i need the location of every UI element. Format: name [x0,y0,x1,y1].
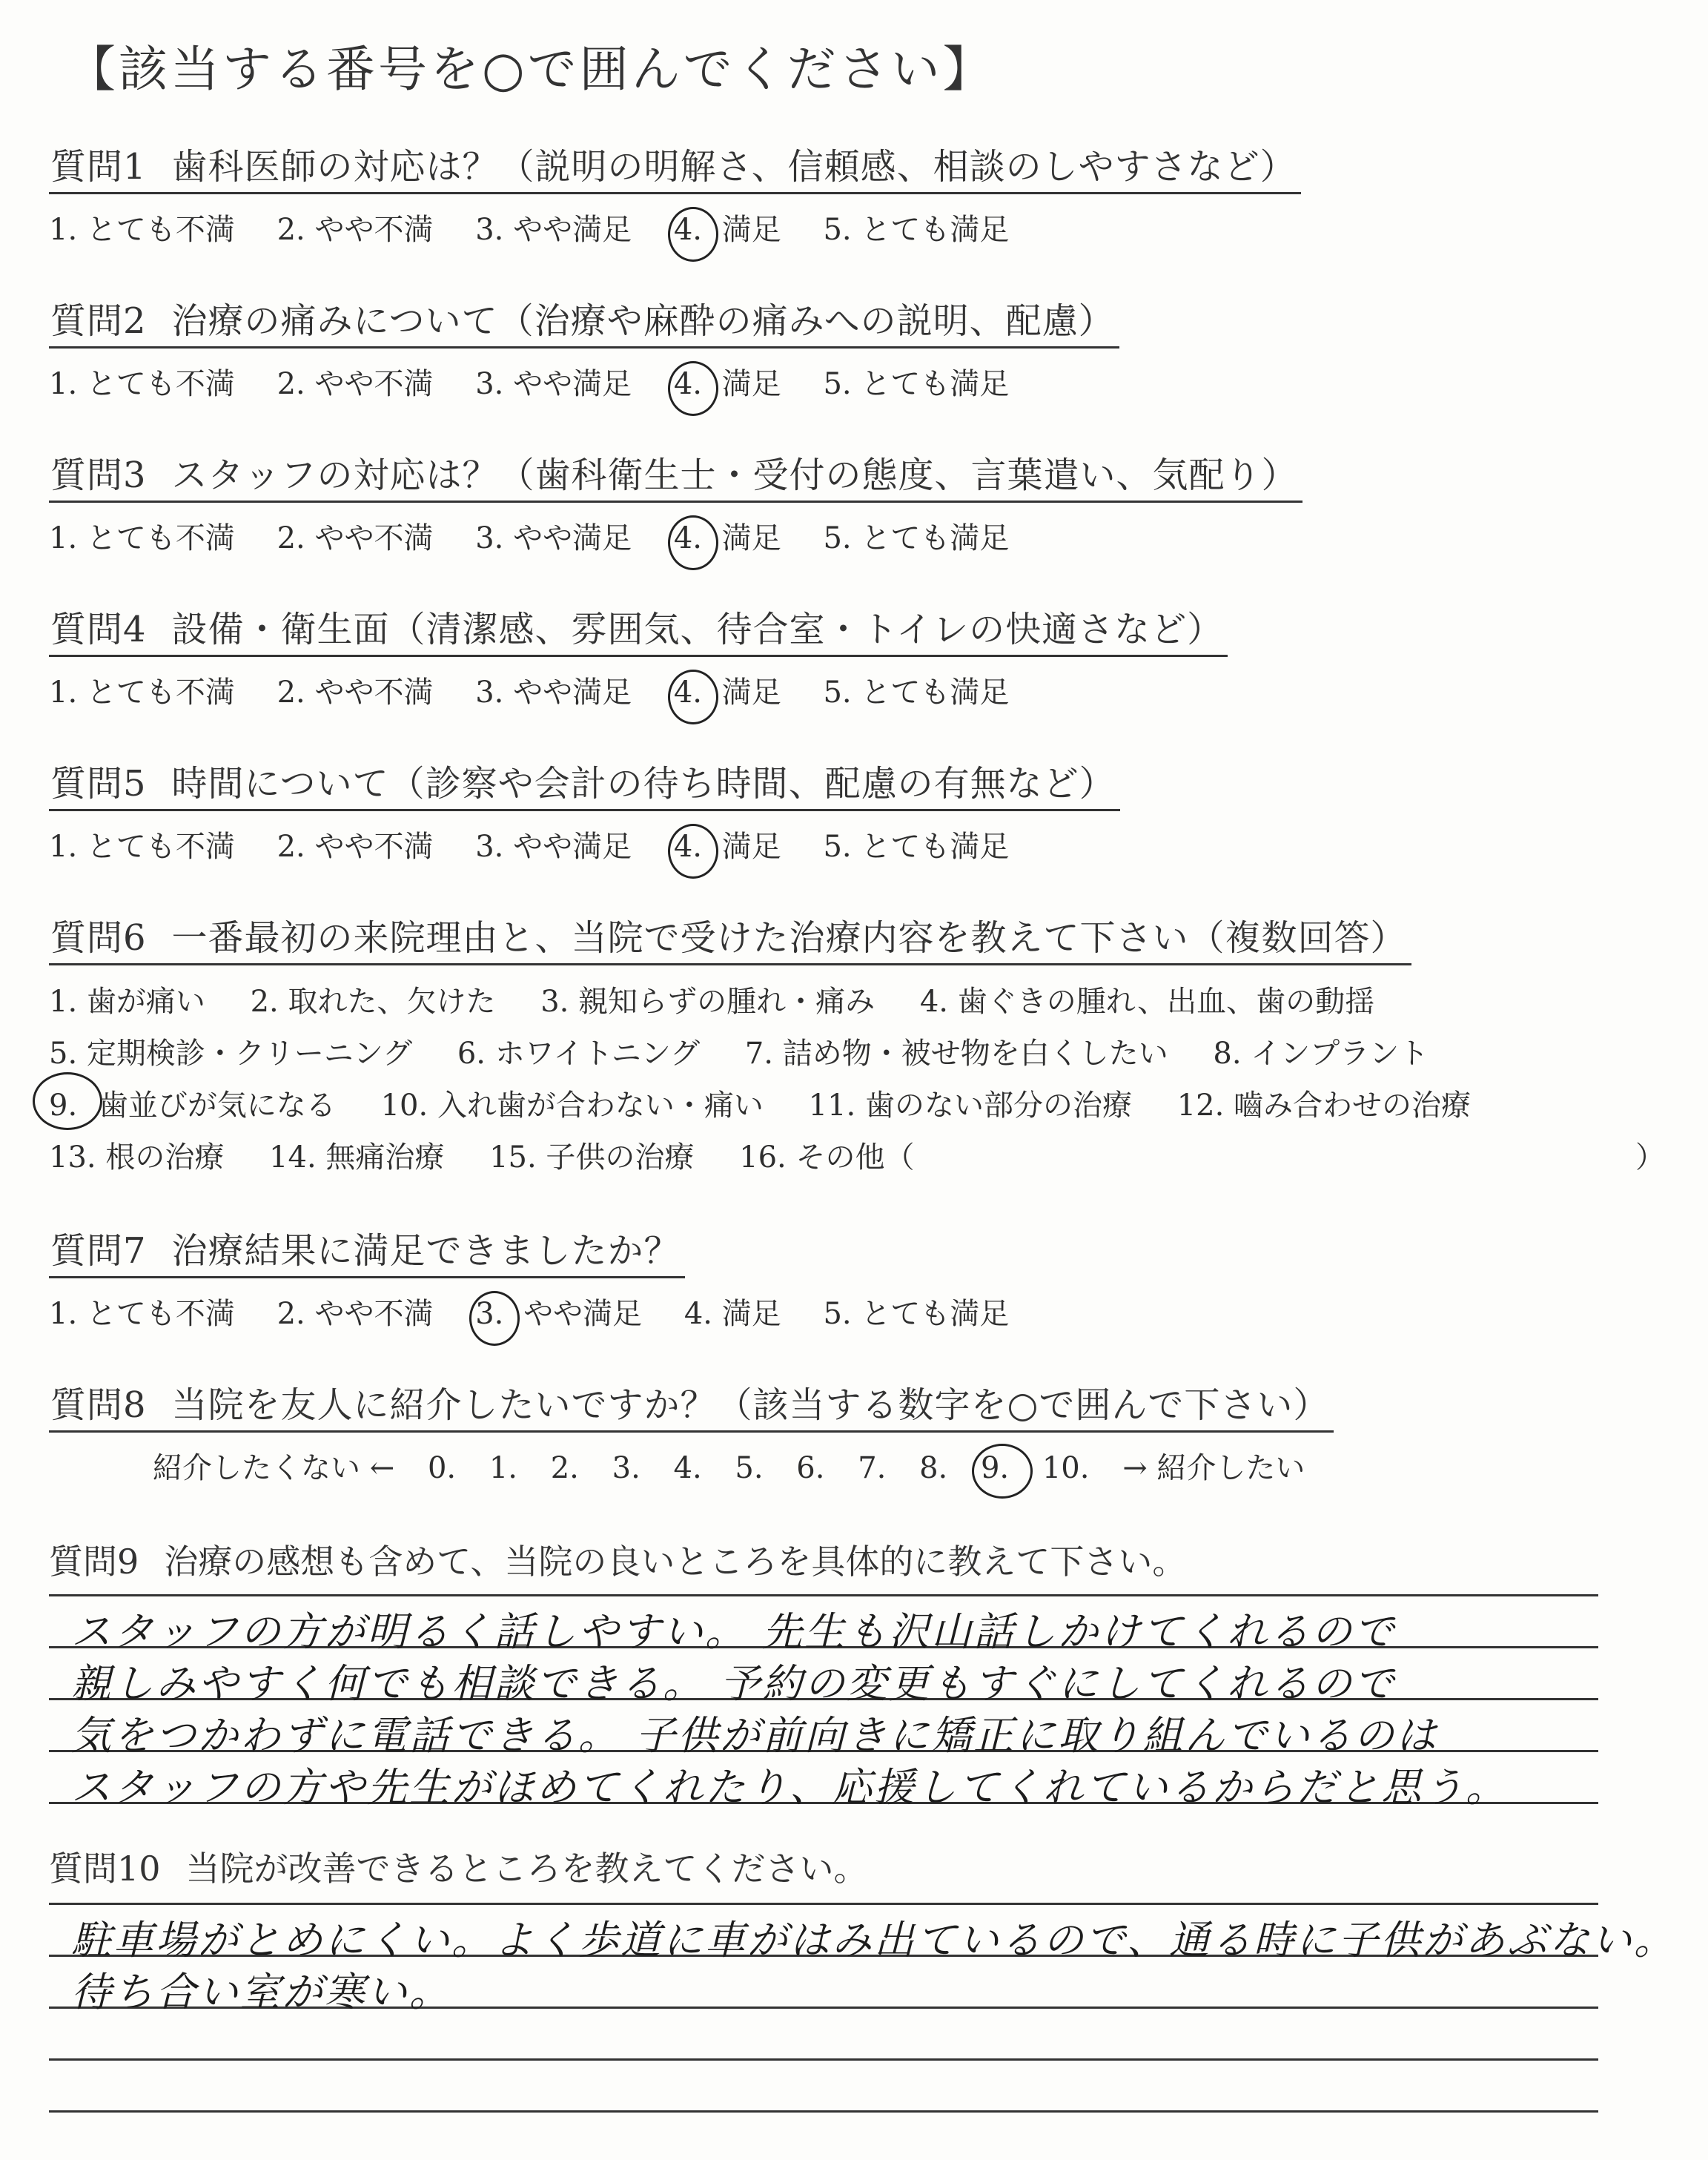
question-6-options [49,976,1665,1183]
scale-option[interactable]: 10. [1042,1451,1090,1485]
question-4-heading [49,601,1228,657]
option-label: 満足 [721,830,781,864]
option[interactable]: 3. やや満足 [475,830,632,864]
question-3 [49,446,1302,557]
option[interactable]: 13. 根の治療 [49,1140,225,1175]
question-2 [49,292,1119,403]
option[interactable]: 2. やや不満 [277,367,434,401]
option[interactable]: 5. とても満足 [823,521,1010,555]
options-row [49,1132,1665,1183]
option[interactable]: 7. 詰め物・被せ物を白くしたい [744,1037,1168,1071]
option[interactable]: 2. やや不満 [277,830,434,864]
scale-option[interactable]: 2. [550,1451,579,1485]
scale-option[interactable]: 1. [489,1451,518,1485]
question-9-heading [49,1535,1186,1584]
question-text: 一番最初の来院理由と、当院で受けた治療内容を教えて下さい（複数回答） [171,917,1407,959]
question-text: スタッフの対応は？（歯科衛生士・受付の態度、言葉遣い、気配り） [171,455,1298,496]
option[interactable]: 3. 親知らずの腫れ・痛み [540,985,875,1019]
option[interactable]: 2. 取れた、欠けた [250,985,496,1019]
option[interactable]: 2. やや不満 [277,521,434,555]
answer-line [49,1903,1598,1905]
question-text: 当院を友人に紹介したいですか？（該当する数字を○で囲んで下さい） [171,1384,1330,1426]
question-5 [49,755,1120,865]
option[interactable]: 10. 入れ歯が合わない・痛い [380,1089,764,1123]
option[interactable]: 1. とても不満 [49,213,235,247]
option[interactable]: 8. インプラント [1213,1037,1429,1071]
option-label: 満足 [721,367,781,401]
option[interactable]: 5. とても満足 [823,676,1010,710]
question-number: 質問9 [49,1542,139,1582]
option[interactable]: 6. ホワイトニング [457,1037,701,1071]
option[interactable]: 2. やや不満 [277,213,434,247]
option[interactable]: 5. とても満足 [823,367,1010,401]
question-8-heading [49,1376,1334,1433]
question-number: 質問8 [50,1384,147,1426]
question-number: 質問6 [50,917,147,959]
answer-line [49,2058,1598,2061]
question-number: 質問3 [50,455,147,496]
question-text: 治療結果に満足できましたか？ [171,1230,681,1272]
handwritten-answer-line: 駐車場がとめにくい。よく歩道に車がはみ出ているので、通る時に子供があぶない。 [71,1917,1676,1964]
question-10-heading [49,1842,868,1891]
question-text: 設備・衛生面（清潔感、雰囲気、待合室・トイレの快適さなど） [171,609,1224,650]
scale-option[interactable]: 0. [427,1451,457,1485]
option-selected[interactable]: 4. [673,521,702,555]
question-8 [49,1376,1334,1487]
question-6-heading [49,909,1411,965]
option[interactable]: 4. 歯ぐきの腫れ、出血、歯の動揺 [919,985,1375,1019]
option[interactable]: 3. やや満足 [475,521,632,555]
option[interactable]: 2. やや不満 [277,1297,434,1331]
option[interactable]: 1. とても不満 [49,367,235,401]
question-1 [49,138,1301,248]
option-selected[interactable]: 4. [673,367,702,401]
option[interactable]: 4. 満足 [683,1297,781,1331]
scale-option[interactable]: 3. [612,1451,640,1485]
option[interactable]: 3. やや満足 [475,676,632,710]
question-text: 歯科医師の対応は？（説明の明解さ、信頼感、相談のしやすさなど） [171,146,1297,188]
option[interactable]: 3. やや満足 [475,213,632,247]
option-selected[interactable]: 3. [475,1297,504,1331]
scale-option[interactable]: 5. [735,1451,764,1485]
question-6 [49,909,1665,1183]
option-label: 満足 [721,676,781,710]
option[interactable]: 15. 子供の治療 [489,1140,695,1175]
answer-line [49,2110,1598,2113]
options-row [49,1080,1506,1132]
option-selected[interactable]: 4. [673,676,702,710]
question-4 [49,601,1228,711]
question-2-heading [49,292,1119,349]
question-7-heading [49,1222,685,1278]
option[interactable]: 5. 定期検診・クリーニング [49,1037,413,1071]
option-selected[interactable]: 4. [673,830,702,864]
option[interactable]: 1. とても不満 [49,521,235,555]
option[interactable]: 14. 無痛治療 [269,1140,445,1175]
question-1-options [49,206,1301,248]
scale-low-label: 紹介したくない ← [153,1451,395,1485]
option-label: 満足 [721,521,781,555]
option[interactable]: 1. とても不満 [49,1297,235,1331]
option[interactable]: 1. とても不満 [49,830,235,864]
options-row [49,1028,1506,1080]
handwritten-answer-line: スタッフの方が明るく話しやすい。 先生も沢山話しかけてくれるので [71,1608,1397,1655]
option[interactable]: 11. 歯のない部分の治療 [808,1089,1132,1123]
scale-option[interactable]: 4. [673,1451,702,1485]
option-selected[interactable]: 9. [49,1080,77,1132]
page-title: 【該当する番号を○で囲んでください】 [67,41,995,98]
question-number: 質問2 [50,300,147,342]
answer-line [49,1594,1598,1596]
question-4-options [49,669,1228,711]
handwritten-answer-line: スタッフの方や先生がほめてくれたり、応援してくれているからだと思う。 [71,1764,1508,1811]
question-3-options [49,515,1302,557]
option[interactable]: 12. 嚙み合わせの治療 [1176,1089,1472,1123]
question-7 [49,1222,1042,1332]
option-other[interactable]: 16. その他（ [739,1140,915,1175]
scale-option-selected[interactable]: 9. [980,1451,1010,1485]
option-label: 満足 [721,213,781,247]
question-number: 質問5 [50,763,147,805]
option[interactable]: 3. やや満足 [475,367,632,401]
option[interactable]: 1. 歯が痛い [49,985,205,1019]
option-selected[interactable]: 4. [673,213,702,247]
question-number: 質問1 [50,146,147,188]
handwritten-answer-line: 待ち合い室が寒い。 [71,1969,451,2015]
question-text: 治療の感想も含めて、当院の良いところを具体的に教えて下さい。 [164,1542,1187,1582]
question-number: 質問10 [49,1849,161,1889]
scale-option[interactable]: 7. [858,1451,887,1485]
question-1-heading [49,138,1301,194]
scale-option[interactable]: 6. [796,1451,825,1485]
recommend-scale [49,1444,1334,1487]
question-text: 当院が改善できるところを教えてください。 [185,1849,868,1889]
other-close-paren: ） [1635,1140,1665,1175]
option[interactable]: 1. とても不満 [49,676,235,710]
option-label: 歯並びが気になる [98,1089,336,1123]
handwritten-answer-line: 親しみやすく何でも相談できる。 予約の変更もすぐにしてくれるので [71,1660,1397,1707]
question-text: 治療の痛みについて（治療や麻酔の痛みへの説明、配慮） [171,300,1115,342]
question-number: 質問7 [50,1230,147,1272]
options-row [49,976,1506,1028]
question-3-heading [49,446,1302,503]
scale-high-label: → 紹介したい [1122,1451,1305,1485]
question-7-options [49,1290,1042,1332]
question-number: 質問4 [50,609,147,650]
option-label: やや満足 [523,1297,643,1331]
option[interactable]: 5. とても満足 [823,830,1010,864]
question-2-options [49,360,1119,403]
question-text: 時間について（診察や会計の待ち時間、配慮の有無など） [171,763,1116,805]
option[interactable]: 5. とても満足 [823,213,1010,247]
question-5-heading [49,755,1120,811]
handwritten-answer-line: 気をつかわずに電話できる。 子供が前向きに矯正に取り組んでいるのは [71,1712,1439,1759]
option[interactable]: 5. とても満足 [823,1297,1010,1331]
scale-option[interactable]: 8. [919,1451,948,1485]
question-5-options [49,823,1120,865]
option[interactable]: 2. やや不満 [277,676,434,710]
